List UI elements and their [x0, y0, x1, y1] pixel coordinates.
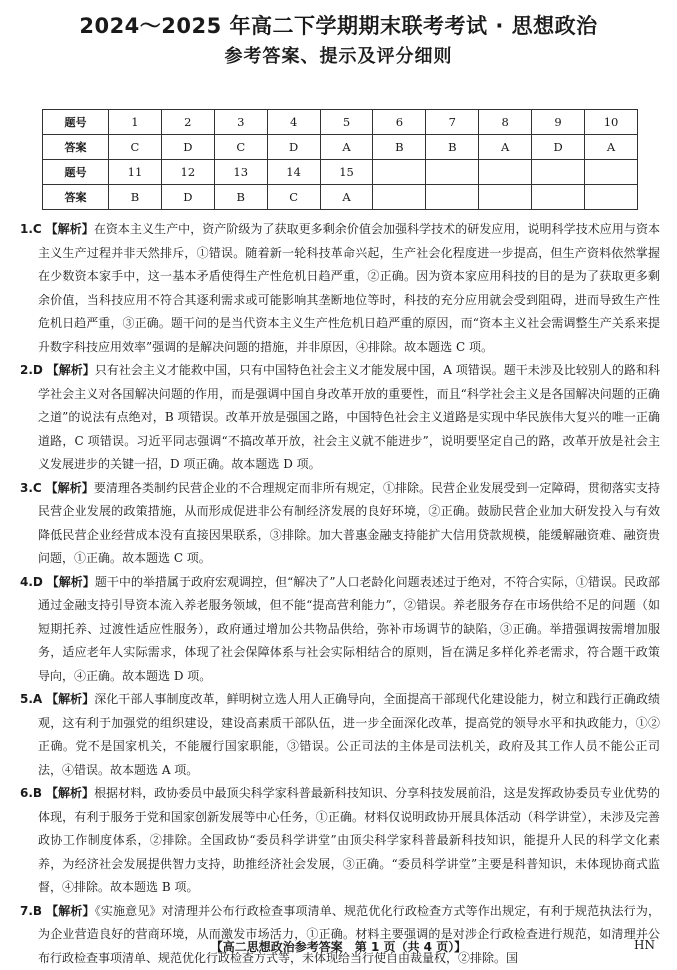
question-number-cell	[426, 160, 479, 185]
answer-cell: A	[479, 135, 532, 160]
explanation-item	[20, 782, 660, 900]
question-answer: C	[33, 481, 42, 495]
answer-cell: A	[585, 135, 638, 160]
answer-table-row	[43, 185, 638, 210]
answer-cell	[373, 185, 426, 210]
question-number: 4.	[20, 575, 33, 589]
explanation-item	[20, 359, 660, 477]
explanation-text: 根据材料，政协委员中最顶尖科学家科普最新科技知识、分享科技发展前沿，这是发挥政协委员专业优势的体现，有利于服务于党和国家创新发展等中心任务，①正确。材料仅说明政协开展具体活动（科学讲堂），未涉及完善政协工作制度体系，②排除。全国政协“委员科学讲堂”由顶尖科学家科普最新科技知识，能提升人民的科学文化素养，为经济社会发展提供智力支持，助推经济社会发展，③正确。“委员科学讲堂”主要是科普知识，未体现协商式监督，④排除。故本题选 B 项。	[38, 786, 660, 894]
explanations	[20, 218, 660, 970]
analysis-tag: 【解析】	[46, 786, 94, 800]
explanation-item	[20, 571, 660, 689]
explanation-item	[20, 900, 660, 970]
answer-table-row	[43, 160, 638, 185]
row-label-number: 题号	[43, 110, 109, 135]
answer-cell: B	[109, 185, 162, 210]
question-number-cell	[532, 160, 585, 185]
answer-cell: A	[320, 185, 373, 210]
answer-cell	[426, 185, 479, 210]
answer-cell: C	[267, 185, 320, 210]
question-number: 3.	[20, 481, 33, 495]
question-number-cell	[373, 160, 426, 185]
answer-cell: D	[161, 185, 214, 210]
question-number-cell: 11	[109, 160, 162, 185]
question-number-cell: 13	[214, 160, 267, 185]
question-answer: A	[33, 692, 42, 706]
question-number-cell	[585, 160, 638, 185]
answer-table	[42, 109, 638, 210]
answer-cell: A	[320, 135, 373, 160]
explanation-text: 只有社会主义才能救中国，只有中国特色社会主义才能发展中国，A 项错误。题干未涉及比较别人的路和科学社会主义对各国解决问题的作用，而是强调中国自身改革开放的重要性，而且“科学社会主义是各国解决问题的正确之道”的说法有点绝对，B 项错误。改革开放是强国之路，中国特色社会主义道路是实现中华民族伟大复兴的唯一正确道路，C 项错误。习近平同志强调“不搞改革开放，社会主义就不能进步”，说明要坚定自己的路，改革开放是社会主义发展进步的关键一招，D 项正确。故本题选 D 项。	[38, 363, 660, 471]
page-footer: 【高二思想政治参考答案 第 1 页（共 4 页）】	[0, 938, 677, 955]
question-answer: B	[33, 786, 42, 800]
answer-table-row	[43, 110, 638, 135]
answer-cell	[585, 185, 638, 210]
question-number-cell	[479, 160, 532, 185]
explanation-text: 深化干部人事制度改革，鲜明树立选人用人正确导向，全面提高干部现代化建设能力，树立和践行正确政绩观，这有利于加强党的组织建设，建设高素质干部队伍，进一步全面深化改革，提高党的领导水平和执政能力，①②正确。党不是国家机关，不能履行国家职能，③错误。公正司法的主体是司法机关，政府及其工作人员不能公正司法，④错误。故本题选 A 项。	[38, 692, 660, 777]
analysis-tag: 【解析】	[46, 222, 94, 236]
answer-cell: D	[532, 135, 585, 160]
analysis-tag: 【解析】	[46, 481, 94, 495]
explanation-text: 在资本主义生产中，资产阶级为了获取更多剩余价值会加强科学技术的研发应用，说明科学技术应用与资本主义生产过程并非天然排斥，①错误。随着新一轮科技革命兴起，生产社会化程度进一步提高，但生产资料依然掌握在少数资本家手中，这一基本矛盾使得生产性危机日趋严重，②正确。因为资本家应用科技的目的是为了获取更多剩余价值，当科技应用不符合其逐利需求或可能影响其垄断地位等时，科技的充分应用就会受到阻碍，进而导致生产性危机日趋严重，③正确。题干问的是当代资本主义生产性危机日趋严重的原因，而“资本主义社会需调整生产关系来提升数字科技应用效率”强调的是解决问题的措施，并非原因，④排除。故本题选 C 项。	[38, 222, 660, 354]
document-title: 2024～2025 年高二下学期期末联考考试 · 思想政治	[0, 10, 677, 40]
answer-cell: D	[267, 135, 320, 160]
analysis-tag: 【解析】	[46, 692, 94, 706]
question-answer: D	[33, 575, 43, 589]
analysis-tag: 【解析】	[46, 904, 95, 918]
question-number-cell: 7	[426, 110, 479, 135]
answer-cell: B	[214, 185, 267, 210]
answer-table-row	[43, 135, 638, 160]
row-label-number: 题号	[43, 160, 109, 185]
question-number-cell: 15	[320, 160, 373, 185]
answer-cell: C	[109, 135, 162, 160]
question-number-cell: 3	[214, 110, 267, 135]
question-number: 6.	[20, 786, 33, 800]
question-number-cell: 12	[161, 160, 214, 185]
question-number-cell: 1	[109, 110, 162, 135]
answer-cell: B	[373, 135, 426, 160]
question-number: 5.	[20, 692, 33, 706]
explanation-text: 《实施意见》对清理并公布行政检查事项清单、规范优化行政检查方式等作出规定，有利于规范执法行为，为企业营造良好的营商环境，从而激发市场活力，①正确。材料主要强调的是对涉企行政检查进行规范，如清理并公布行政检查事项清单、规范优化行政检查方式等，未体现给当行使自由裁量权，②排除。国	[38, 904, 660, 965]
explanation-text: 题干中的举措属于政府宏观调控，但“解决了”人口老龄化问题表述过于绝对，不符合实际，①错误。民政部通过金融支持引导资本流入养老服务领域，但不能“提高营利能力”，②错误。养老服务存在市场供给不足的问题（如短期托养、过渡性适应性服务），政府通过增加公共物品供给，弥补市场调节的缺陷，③正确。举措强调按需增加服务，适应老年人实际需求，体现了社会保障体系与社会实际相结合的原则，旨在满足多样化养老需求，符合题干政策导向，④正确。故本题选 D 项。	[38, 575, 660, 683]
footer-code: HN	[634, 938, 655, 952]
explanation-item	[20, 688, 660, 782]
question-number-cell: 5	[320, 110, 373, 135]
explanation-item	[20, 218, 660, 359]
question-number-cell: 4	[267, 110, 320, 135]
answer-cell: C	[214, 135, 267, 160]
answer-cell: D	[161, 135, 214, 160]
question-number-cell: 6	[373, 110, 426, 135]
analysis-tag: 【解析】	[47, 363, 95, 377]
explanation-text: 要清理各类制约民营企业的不合理规定而非所有规定，①排除。民营企业发展受到一定障碍，贯彻落实支持民营企业发展的政策措施，从而形成促进非公有制经济发展的良好环境，②正确。鼓励民营企业加大研发投入与有效降低民营企业经营成本没有直接因果联系，③排除。加大普惠金融支持能扩大信用贷款规模，能缓解融资难、融资贵问题，①正确。故本题选 C 项。	[38, 481, 660, 566]
answer-cell	[532, 185, 585, 210]
question-number-cell: 14	[267, 160, 320, 185]
answer-cell	[479, 185, 532, 210]
row-label-answer: 答案	[43, 185, 109, 210]
answer-cell: B	[426, 135, 479, 160]
question-number-cell: 9	[532, 110, 585, 135]
question-number-cell: 8	[479, 110, 532, 135]
question-number: 2.	[20, 363, 33, 377]
row-label-answer: 答案	[43, 135, 109, 160]
question-answer: C	[33, 222, 42, 236]
question-number: 1.	[20, 222, 33, 236]
analysis-tag: 【解析】	[47, 575, 95, 589]
question-number-cell: 10	[585, 110, 638, 135]
question-number: 7.	[20, 904, 33, 918]
question-answer: D	[33, 363, 43, 377]
document-subtitle: 参考答案、提示及评分细则	[0, 42, 677, 68]
question-number-cell: 2	[161, 110, 214, 135]
explanation-item	[20, 477, 660, 571]
question-answer: B	[33, 904, 42, 918]
